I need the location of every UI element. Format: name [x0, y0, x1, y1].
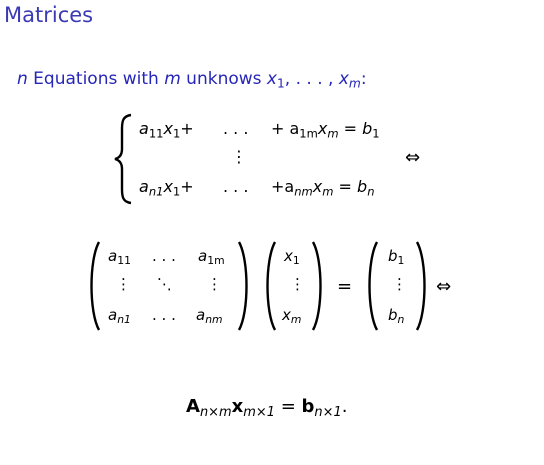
final-A-sub: n×m: [199, 404, 232, 420]
vector-x-right-paren-icon: [310, 240, 326, 332]
final-A: A: [186, 396, 200, 417]
row1-dots: . . .: [223, 119, 249, 138]
a-r3c1-sub: n1: [117, 313, 131, 327]
x-r3-letter: x: [282, 306, 291, 324]
matrix-a-r3c3: [196, 306, 223, 326]
final-x-sub: m×1: [243, 404, 275, 420]
slide-title: Matrices: [4, 3, 94, 27]
row1-plus-a: + a: [271, 119, 300, 138]
vector-b-r3: [388, 306, 404, 326]
vector-x-r2: ⋮: [290, 275, 305, 293]
matrix-equals: =: [337, 276, 353, 297]
row3-b-sub: n: [367, 184, 375, 199]
matrix-a-r3c1: [108, 306, 131, 326]
a-r1c3-sub: 1m: [207, 254, 225, 268]
intro-xm-sub: m: [348, 76, 361, 91]
row3-b: b: [357, 177, 368, 196]
intro-n: n: [17, 69, 28, 89]
system-equivalence-icon: ⇔: [405, 147, 421, 168]
a-r1c1-sub: 11: [117, 254, 131, 268]
row3-dots: . . .: [223, 177, 249, 196]
row1-b: b: [362, 119, 373, 138]
matrix-a-right-paren-icon: [236, 240, 252, 332]
matrix-a-r1c3: [198, 247, 225, 267]
b-r3-letter: b: [388, 306, 398, 324]
a-r3c3-letter: a: [196, 306, 206, 324]
x-r1-sub: 1: [292, 254, 300, 268]
matrix-a-left-paren-icon: [86, 240, 102, 332]
row1-a-sub: 11: [148, 126, 164, 141]
row1-x2-sub: m: [327, 126, 339, 141]
vector-x-left-paren-icon: [262, 240, 278, 332]
row3-eq: =: [338, 177, 352, 196]
a-r1c3-letter: a: [198, 247, 208, 265]
row1-plus: +: [180, 119, 194, 138]
vector-b-r1: [388, 247, 404, 267]
row1-eq: =: [343, 119, 358, 138]
x-r3-sub: m: [290, 313, 302, 327]
row1-x-sub: 1: [172, 126, 181, 141]
matrix-a-r3c2: . . .: [152, 306, 176, 324]
row3-x-sub: 1: [172, 184, 181, 199]
b-r3-sub: n: [397, 313, 405, 327]
vector-x-r1: [284, 247, 300, 267]
row1-b-sub: 1: [372, 126, 380, 141]
intro-text-1: Equations with: [27, 69, 165, 89]
matrix-a-r2c3: ⋮: [207, 275, 222, 293]
row1-a: a: [139, 119, 149, 138]
intro-text-2: unknows: [180, 69, 267, 89]
vector-x-r3: [282, 306, 301, 326]
final-b: b: [301, 396, 315, 417]
vector-b-right-paren-icon: [414, 240, 430, 332]
a-r3c3-sub: nm: [205, 313, 223, 327]
row1-x: x: [163, 119, 173, 138]
intro-colon: :: [360, 69, 367, 89]
b-r1-sub: 1: [397, 254, 405, 268]
row1-x2: x: [317, 119, 328, 138]
intro-x1: x: [266, 69, 277, 89]
row2-vdots: ⋮: [231, 147, 247, 166]
vector-b-left-paren-icon: [364, 240, 380, 332]
row1-a2-sub: 1m: [299, 126, 318, 141]
matrix-a-r2c1: ⋮: [116, 275, 131, 293]
matrix-a-r1c2: . . .: [152, 247, 176, 265]
row3-x2: x: [312, 177, 323, 196]
row3-a2-sub: nm: [294, 184, 313, 199]
matrix-a-r1c1: [108, 247, 131, 267]
row3-plus: +: [180, 177, 194, 196]
intro-m: m: [164, 69, 181, 89]
intro-x1-sub: 1: [276, 76, 285, 91]
row3-x2-sub: m: [322, 184, 334, 199]
compact-equation: [186, 396, 347, 420]
b-r1-letter: b: [388, 247, 398, 265]
row3-x: x: [163, 177, 173, 196]
x-r1-letter: x: [284, 247, 293, 265]
row3-plus-a: +a: [271, 177, 295, 196]
a-r3c1-letter: a: [108, 306, 118, 324]
intro-sep: , . . . ,: [284, 69, 339, 89]
a-r1c1-letter: a: [108, 247, 118, 265]
intro-xm: x: [338, 69, 349, 89]
matrix-equivalence-icon: ⇔: [436, 276, 452, 297]
final-b-sub: n×1: [314, 404, 342, 420]
matrix-a-r2c2: ⋱: [157, 275, 172, 293]
vector-b-r2: ⋮: [392, 275, 407, 293]
final-period: .: [341, 396, 348, 417]
row3-a-sub: n1: [148, 184, 164, 199]
final-eq: =: [274, 396, 302, 417]
row3-a: a: [139, 177, 149, 196]
final-x: x: [231, 396, 244, 417]
